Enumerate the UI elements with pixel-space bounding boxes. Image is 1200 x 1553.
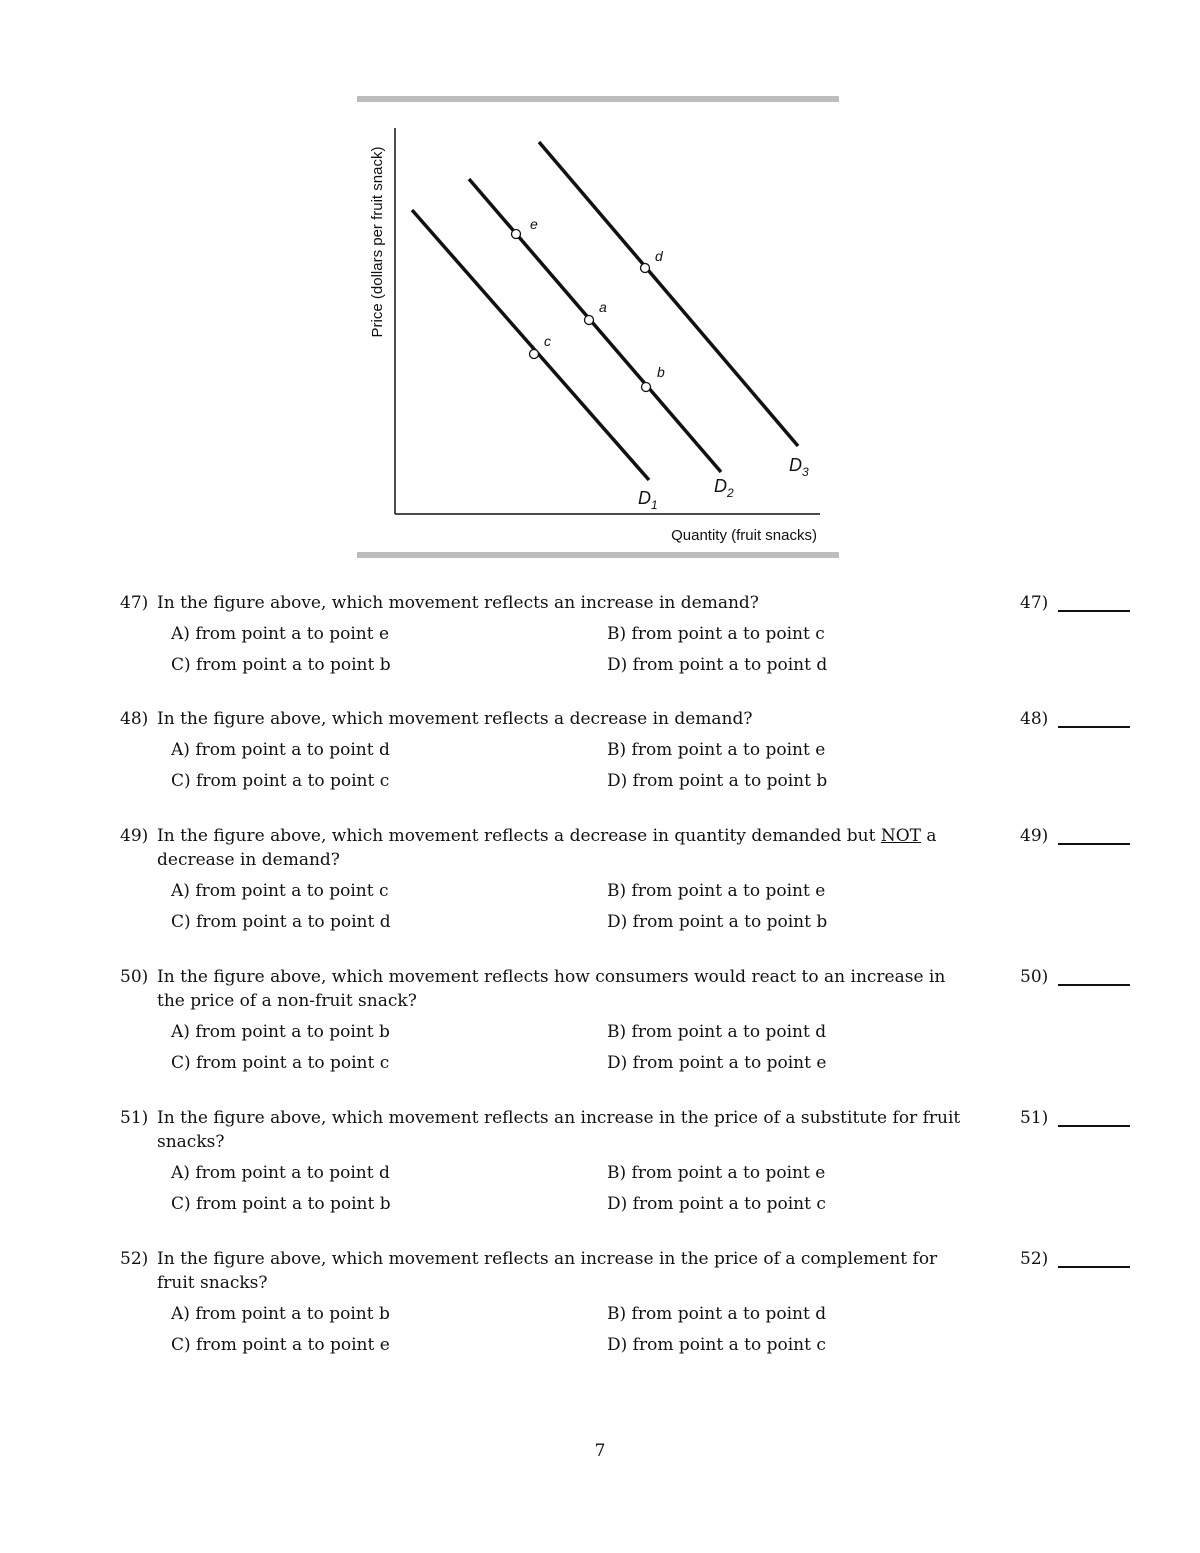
option-c[interactable]: C) from point a to point b [171, 655, 391, 675]
option-d[interactable]: D) from point a to point d [607, 655, 828, 675]
option-b[interactable]: B) from point a to point e [607, 881, 826, 901]
demand-curve-d2 [469, 179, 721, 472]
question-stem: In the figure above, which movement reflects an increase in the price of a complement for fruit snacks? [157, 1249, 938, 1293]
option-b[interactable]: B) from point a to point d [607, 1022, 827, 1042]
point-e-label: e [530, 216, 538, 232]
not-emphasis: NOT [880, 826, 921, 846]
option-a[interactable]: A) from point a to point c [171, 881, 389, 901]
option-b[interactable]: B) from point a to point e [607, 1163, 826, 1183]
option-c[interactable]: C) from point a to point c [171, 771, 390, 791]
x-axis-label: Quantity (fruit snacks) [671, 527, 817, 544]
question-number: 52) [120, 1249, 149, 1269]
option-d[interactable]: D) from point a to point b [607, 912, 828, 932]
answer-number: 52) [1020, 1249, 1049, 1269]
point-d-marker [641, 264, 650, 273]
demand-curves-graph [355, 94, 841, 560]
answer-blank[interactable] [1058, 726, 1130, 728]
question-number: 48) [120, 709, 149, 729]
point-c-marker [530, 350, 539, 359]
curve-d3-label: $D_3$ [789, 455, 809, 479]
option-a[interactable]: A) from point a to point d [171, 740, 390, 760]
point-a-label: a [599, 299, 607, 315]
question-number: 47) [120, 593, 149, 613]
option-c[interactable]: C) from point a to point d [171, 912, 391, 932]
figure-top-rule [357, 96, 839, 102]
answer-number: 50) [1020, 967, 1049, 987]
option-d[interactable]: D) from point a to point c [607, 1335, 826, 1355]
option-a[interactable]: A) from point a to point d [171, 1163, 390, 1183]
point-a-marker [585, 316, 594, 325]
curve-d1-label: $D_1$ [638, 488, 658, 512]
point-d-label: d [655, 248, 663, 264]
option-d[interactable]: D) from point a to point c [607, 1194, 826, 1214]
point-e-marker [512, 230, 521, 239]
question-stem: In the figure above, which movement reflects an increase in demand? [157, 593, 759, 613]
point-b-label: b [657, 364, 665, 380]
option-b[interactable]: B) from point a to point e [607, 740, 826, 760]
option-d[interactable]: D) from point a to point e [607, 1053, 827, 1073]
answer-blank[interactable] [1058, 610, 1130, 612]
option-b[interactable]: B) from point a to point c [607, 624, 825, 644]
answer-number: 51) [1020, 1108, 1049, 1128]
question-stem: In the figure above, which movement reflects a decrease in demand? [157, 709, 753, 729]
page-number: 7 [594, 1441, 606, 1461]
option-b[interactable]: B) from point a to point d [607, 1304, 827, 1324]
question-stem: In the figure above, which movement reflects an increase in the price of a substitute for fruit snacks? [157, 1108, 961, 1152]
point-b-marker [642, 383, 651, 392]
option-d[interactable]: D) from point a to point b [607, 771, 828, 791]
answer-blank[interactable] [1058, 843, 1130, 845]
option-c[interactable]: C) from point a to point b [171, 1194, 391, 1214]
demand-figure [355, 94, 841, 560]
option-c[interactable]: C) from point a to point c [171, 1053, 390, 1073]
question-stem: In the figure above, which movement reflects a decrease in quantity demanded but NOT a decrease in demand? [157, 826, 937, 870]
answer-number: 48) [1020, 709, 1049, 729]
answer-blank[interactable] [1058, 1125, 1130, 1127]
option-a[interactable]: A) from point a to point b [171, 1304, 390, 1324]
figure-bottom-rule [357, 552, 839, 558]
option-a[interactable]: A) from point a to point b [171, 1022, 390, 1042]
answer-number: 47) [1020, 593, 1049, 613]
point-c-label: c [544, 333, 551, 349]
answer-blank[interactable] [1058, 984, 1130, 986]
answer-number: 49) [1020, 826, 1049, 846]
option-a[interactable]: A) from point a to point e [171, 624, 390, 644]
y-axis-label: Price (dollars per fruit snack) [369, 146, 386, 338]
option-c[interactable]: C) from point a to point e [171, 1335, 390, 1355]
question-number: 49) [120, 826, 149, 846]
question-stem: In the figure above, which movement reflects how consumers would react to an increase in the price of a non-fruit snack? [157, 967, 946, 1011]
question-number: 51) [120, 1108, 149, 1128]
curve-d2-label: $D_2$ [714, 476, 734, 500]
answer-blank[interactable] [1058, 1266, 1130, 1268]
question-number: 50) [120, 967, 149, 987]
